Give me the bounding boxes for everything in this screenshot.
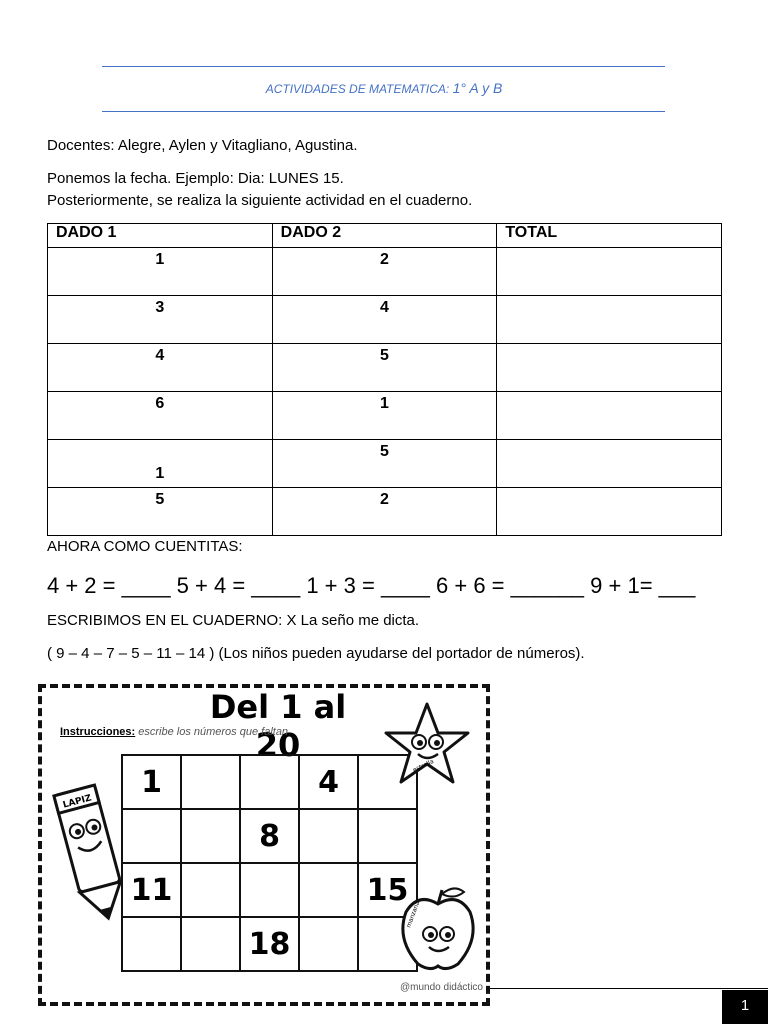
page-number: 1: [722, 990, 768, 1024]
header-title-grade: 1° A y B: [452, 80, 503, 96]
grid-cell: 15: [358, 863, 417, 917]
dado1-value: 1: [155, 251, 165, 268]
teachers-line: Docentes: Alegre, Aylen y Vitagliano, Agustina.: [47, 137, 358, 154]
worksheet-credit: @mundo didáctico: [400, 982, 483, 993]
dado1-value: 6: [155, 395, 165, 412]
apple-character-icon: [398, 884, 478, 974]
grid-cell: [181, 755, 240, 809]
pencil-label: LAPIZ: [61, 793, 93, 811]
grid-cell: 8: [240, 809, 299, 863]
instructions-label: Instrucciones:: [60, 726, 136, 738]
grid-cell: 4: [299, 755, 358, 809]
grid-cell: [240, 863, 299, 917]
total-cell[interactable]: [497, 440, 722, 488]
grid-cell: [122, 809, 181, 863]
dado2-value: 4: [380, 299, 389, 316]
apple-label: manzana: [405, 900, 422, 929]
dictation-instruction: ESCRIBIMOS EN EL CUADERNO: X La seño me dicta.: [47, 612, 420, 629]
number-grid: [121, 754, 418, 972]
grid-cell: [181, 809, 240, 863]
dice-table-header-row: [48, 224, 722, 248]
dado2-value: 2: [380, 491, 389, 508]
dado1-value: 5: [155, 491, 165, 508]
grid-cell: [299, 917, 358, 971]
table-row: [48, 488, 722, 536]
worksheet-image: [38, 684, 490, 1006]
grid-cell: 1: [122, 755, 181, 809]
table-row: [48, 440, 722, 488]
total-cell[interactable]: [497, 392, 722, 440]
worksheet-instructions: [60, 726, 288, 738]
column-header-total: TOTAL: [497, 224, 722, 248]
grid-cell: 11: [122, 863, 181, 917]
grid-cell: [181, 917, 240, 971]
grid-cell: [299, 863, 358, 917]
dado2-value: 1: [380, 395, 389, 412]
grid-cell: [358, 809, 417, 863]
activity-instruction: Posteriormente, se realiza la siguiente actividad en el cuaderno.: [47, 192, 473, 209]
grid-cell: 18: [240, 917, 299, 971]
total-cell[interactable]: [497, 248, 722, 296]
grid-cell: [240, 755, 299, 809]
grid-cell: [181, 863, 240, 917]
dado1-value: 1: [155, 465, 165, 482]
dado1-value: 4: [155, 347, 165, 364]
table-row: [48, 392, 722, 440]
cuentitas-heading: AHORA COMO CUENTITAS:: [47, 538, 243, 555]
header-top-rule: [102, 66, 665, 67]
footer-rule: [490, 988, 768, 989]
table-row: [48, 248, 722, 296]
total-cell[interactable]: [497, 296, 722, 344]
star-character-icon: [382, 700, 472, 790]
addition-exercises: 4 + 2 = ____ 5 + 4 = ____ 1 + 3 = ____ 6 + 6 = ______ 9 + 1= ___: [47, 573, 696, 598]
grid-cell: [122, 917, 181, 971]
total-cell[interactable]: [497, 488, 722, 536]
table-row: [48, 296, 722, 344]
column-header-dado2: DADO 2: [272, 224, 497, 248]
dice-table: [47, 223, 722, 536]
header-bottom-rule: [102, 111, 665, 112]
date-instruction: Ponemos la fecha. Ejemplo: Dia: LUNES 15.: [47, 170, 344, 187]
column-header-dado1: DADO 1: [48, 224, 273, 248]
total-cell[interactable]: [497, 344, 722, 392]
worksheet-title: Del 1 al 20: [209, 688, 347, 764]
dado2-value: 5: [380, 347, 389, 364]
table-row: [48, 344, 722, 392]
dado2-value: 5: [380, 443, 389, 460]
pencil-character-icon: [52, 778, 132, 928]
header-title-main: ACTIVIDADES DE MATEMATICA:: [265, 82, 453, 96]
dado2-value: 2: [380, 251, 389, 268]
page-header: [0, 80, 768, 96]
star-label: estrella: [411, 758, 435, 774]
instructions-text: escribe los números que faltan: [135, 726, 289, 738]
grid-cell: [299, 809, 358, 863]
dado1-value: 3: [155, 299, 165, 316]
number-sequence-line: ( 9 – 4 – 7 – 5 – 11 – 14 ) (Los niños pueden ayudarse del portador de números).: [47, 645, 585, 662]
